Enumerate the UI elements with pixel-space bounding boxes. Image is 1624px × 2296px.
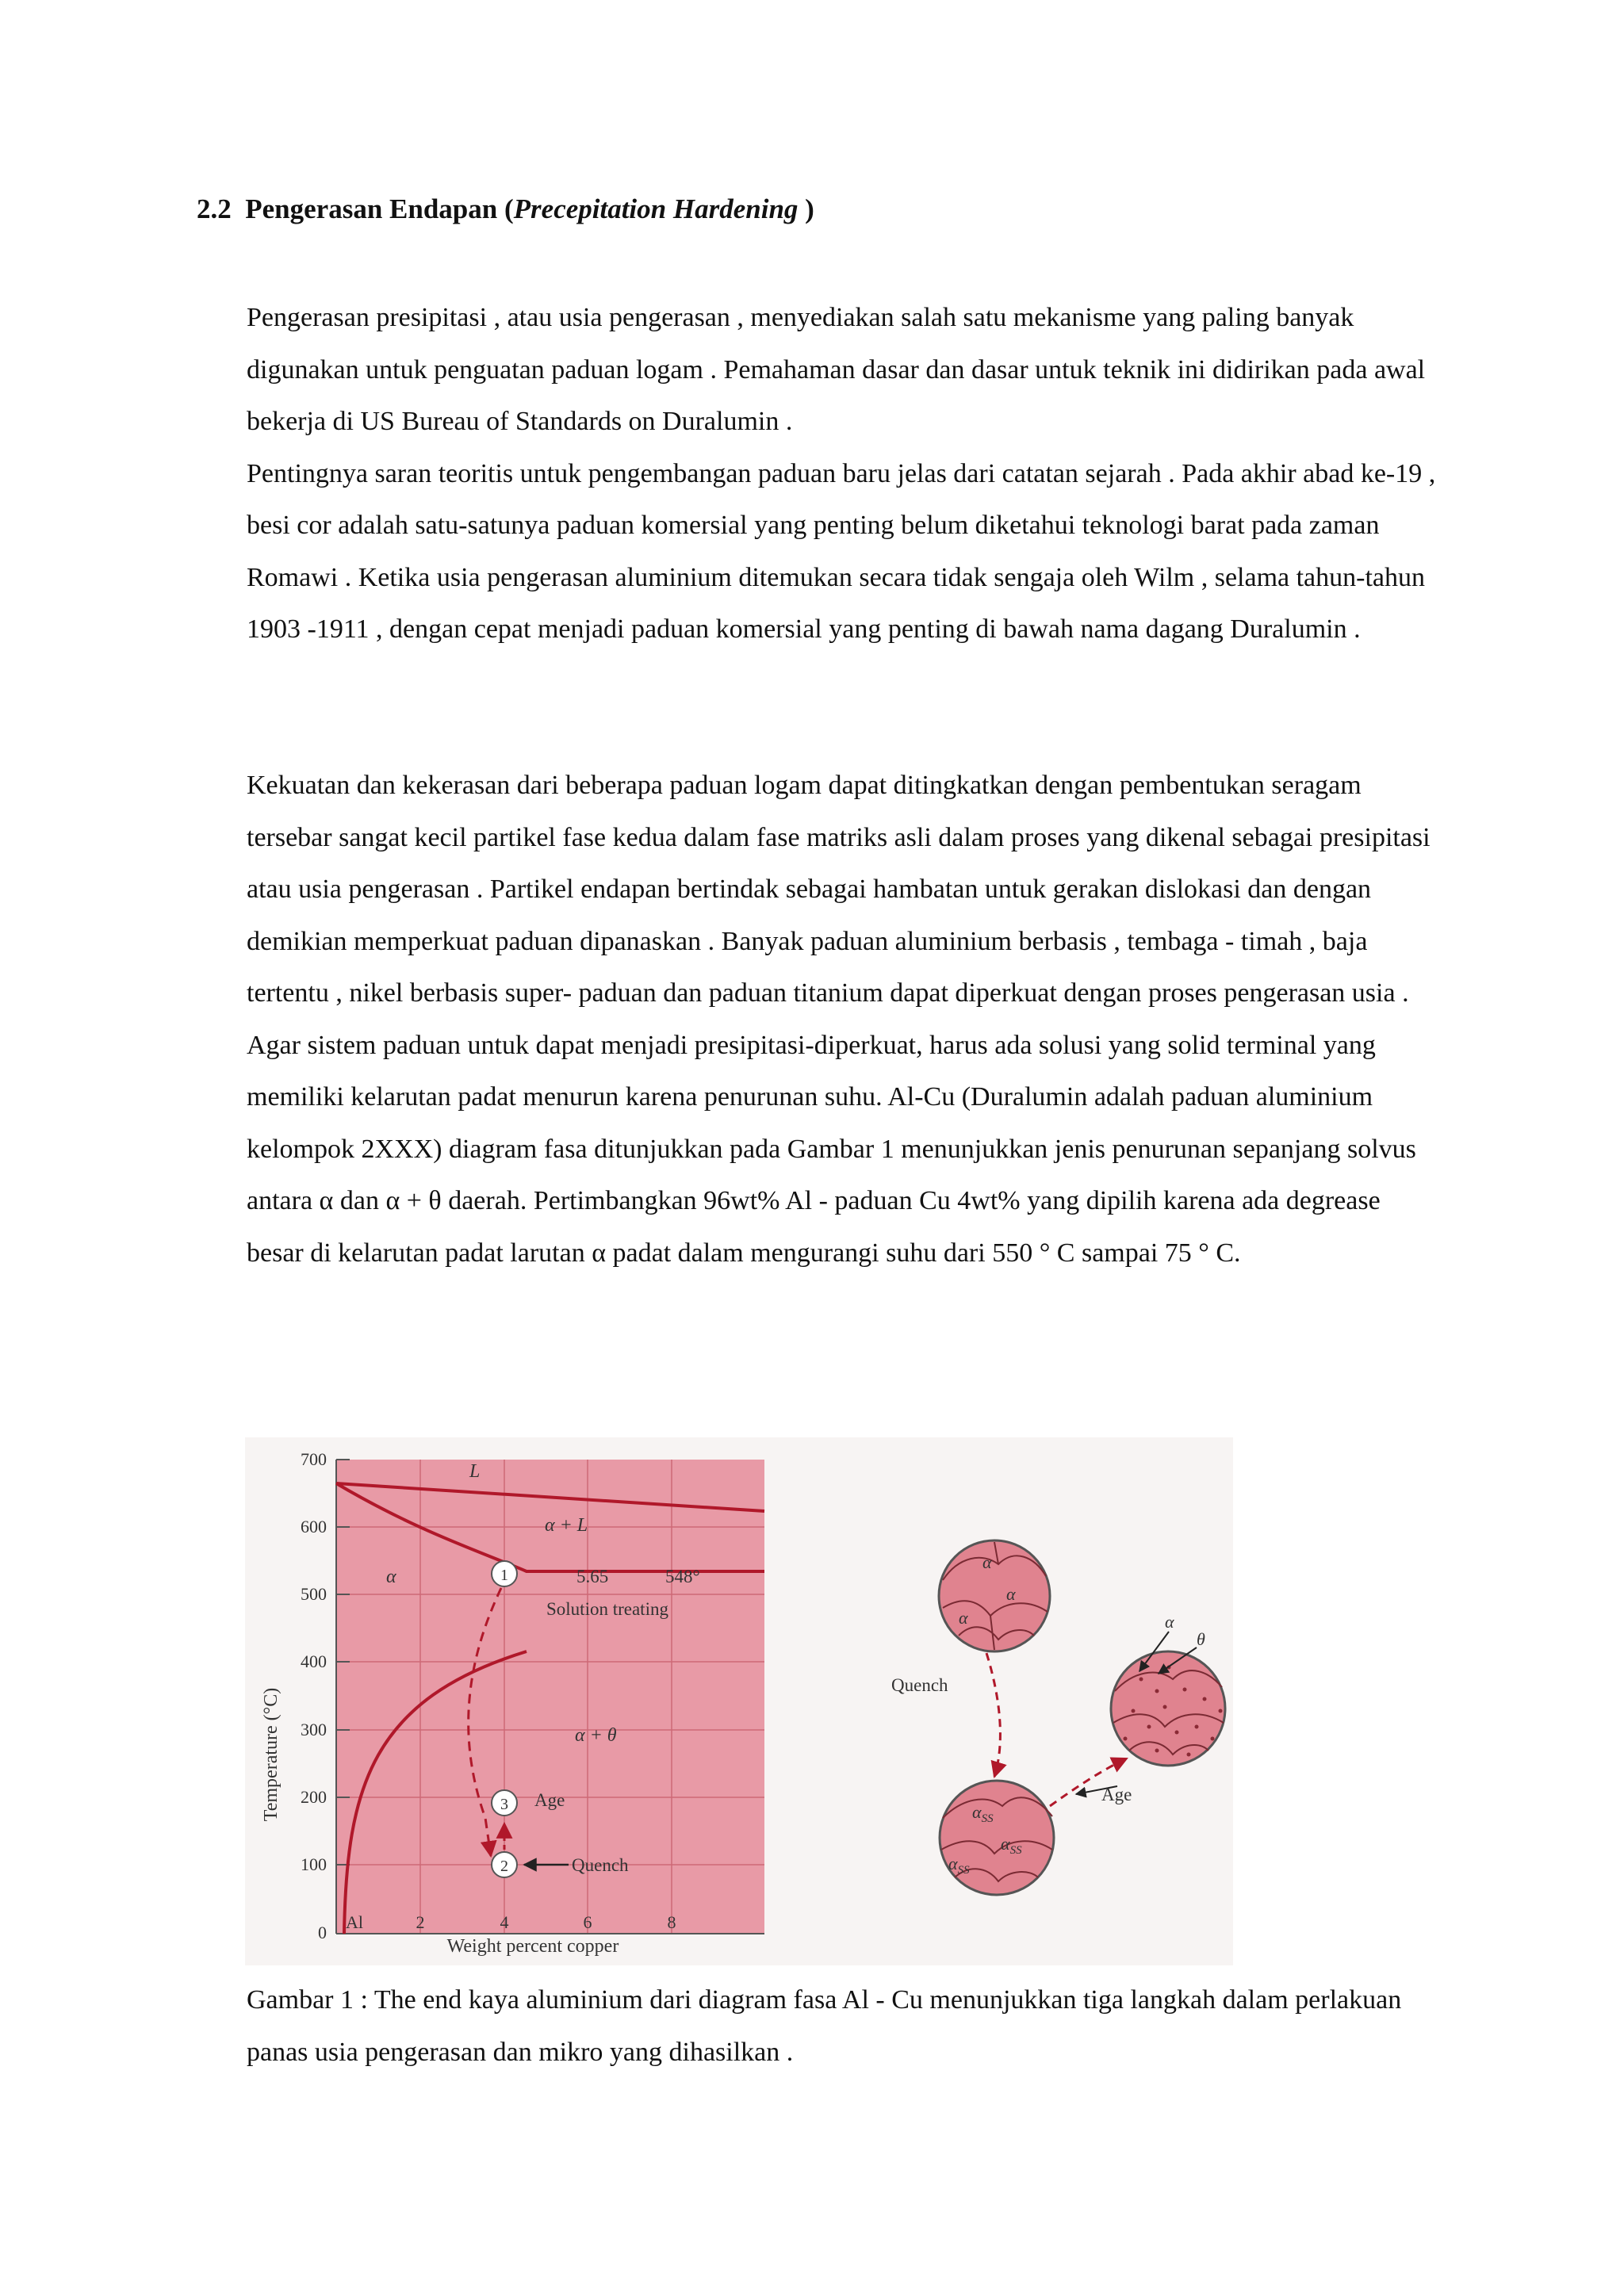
eutectic-temperature: 548°: [665, 1567, 700, 1586]
y-tick-label: 100: [301, 1854, 327, 1874]
region-label-liquid: L: [469, 1461, 481, 1482]
alpha-ss-label: $\alpha_{SS}$: [948, 1854, 970, 1877]
section-heading: [197, 193, 814, 225]
grain-circle-quenched: [940, 1781, 1054, 1895]
paragraph: Kekuatan dan kekerasan dari beberapa paduan logam dapat ditingkatkan dengan pembentukan seragam tersebar sangat kecil partikel fase kedua dalam fase matriks asli dalam proses yang dikenal sebagai presipitasi atau usia pengerasan . Partikel endapan bertindak sebagai hambatan untuk gerakan dislokasi dan dengan demikian memperkuat paduan dipanaskan . Banyak paduan aluminium berbasis , tembaga - timah , baja tertentu , nikel berbasis super- paduan dan paduan titanium dapat diperkuat dengan proses pengerasan usia .: [247, 771, 1431, 1008]
quench-label: Quench: [572, 1855, 629, 1875]
x-tick-label: 6: [583, 1912, 592, 1932]
y-tick-label: 0: [318, 1923, 327, 1942]
y-tick-label: 600: [301, 1517, 327, 1536]
quench-transition-label: Quench: [891, 1675, 948, 1695]
y-tick-label: 500: [301, 1584, 327, 1604]
section-title-prefix: Pengerasan Endapan (: [245, 193, 514, 224]
x-axis-label: Weight percent copper: [446, 1936, 619, 1957]
y-tick-label: 300: [301, 1720, 327, 1739]
paragraph-group-1: [247, 292, 1436, 656]
age-transition-label: Age: [1101, 1785, 1132, 1804]
region-label-alpha-theta: α + θ: [575, 1725, 617, 1746]
figure-al-cu-phase-diagram: [245, 1437, 1233, 1965]
section-title-suffix: ): [798, 193, 814, 224]
step-1-number: 1: [500, 1567, 508, 1584]
y-tick-label: 700: [301, 1449, 327, 1469]
paragraph-group-2: [247, 760, 1436, 1279]
x-tick-label: 2: [416, 1912, 425, 1932]
x-tick-label: 4: [500, 1912, 509, 1932]
grain-circle-solution-treated: [939, 1540, 1050, 1651]
y-tick-label: 400: [301, 1651, 327, 1671]
grain-alpha-label: α: [959, 1608, 968, 1628]
y-tick-label: 200: [301, 1787, 327, 1807]
age-label: Age: [534, 1790, 565, 1810]
theta-pointer-label: θ: [1197, 1629, 1205, 1649]
x-tick-label: 8: [667, 1912, 676, 1932]
section-title-italic: Precepitation Hardening: [513, 193, 799, 224]
region-label-alpha: α: [386, 1567, 396, 1587]
alpha-ss-label: $\alpha_{SS}$: [1001, 1834, 1022, 1857]
region-label-alpha-liquid: α + L: [545, 1515, 588, 1536]
section-number: 2.2: [197, 193, 232, 224]
paragraph: Pengerasan presipitasi , atau usia pengerasan , menyediakan salah satu mekanisme yang paling banyak digunakan untuk penguatan paduan logam . Pemahaman dasar dan dasar untuk teknik ini didirikan pada awal bekerja di US Bureau of Standards on Duralumin .: [247, 303, 1426, 436]
alpha-pointer-label: α: [1165, 1612, 1174, 1632]
solution-treating-label: Solution treating: [546, 1599, 668, 1619]
step-3-number: 3: [500, 1796, 508, 1813]
phase-diagram: [261, 1449, 764, 1957]
x-tick-label: Al: [346, 1912, 363, 1932]
eutectic-composition: 5.65: [576, 1567, 609, 1586]
paragraph: Agar sistem paduan untuk dapat menjadi presipitasi-diperkuat, harus ada solusi yang solid terminal yang memiliki kelarutan padat menurun karena penurunan suhu. Al-Cu (Duralumin adalah paduan aluminium kelompok 2XXX) diagram fasa ditunjukkan pada Gambar 1 menunjukkan jenis penurunan sepanjang solvus antara α dan α + θ daerah. Pertimbangkan 96wt% Al - paduan Cu 4wt% yang dipilih karena ada degrease besar di kelarutan padat larutan α padat dalam mengurangi suhu dari 550 ° C sampai 75 ° C.: [247, 1030, 1416, 1268]
grain-alpha-label: α: [1006, 1584, 1016, 1604]
paragraph: Pentingnya saran teoritis untuk pengembangan paduan baru jelas dari catatan sejarah . Pada akhir abad ke-19 , besi cor adalah satu-satunya paduan komersial yang penting belum diketahui teknologi barat pada zaman Romawi . Ketika usia pengerasan aluminium ditemukan secara tidak sengaja oleh Wilm , selama tahun-tahun 1903 -1911 , dengan cepat menjadi paduan komersial yang penting di bawah nama dagang Duralumin .: [247, 458, 1436, 644]
figure-caption: Gambar 1 : The end kaya aluminium dari diagram fasa Al - Cu menunjukkan tiga langkah dalam perlakuan panas usia pengerasan dan mikro yang dihasilkan .: [247, 1985, 1402, 2067]
grain-alpha-label: α: [982, 1552, 992, 1572]
y-axis-label: Temperature (°C): [261, 1687, 282, 1822]
alpha-ss-label: $\alpha_{SS}$: [972, 1802, 994, 1825]
step-2-number: 2: [500, 1858, 508, 1875]
